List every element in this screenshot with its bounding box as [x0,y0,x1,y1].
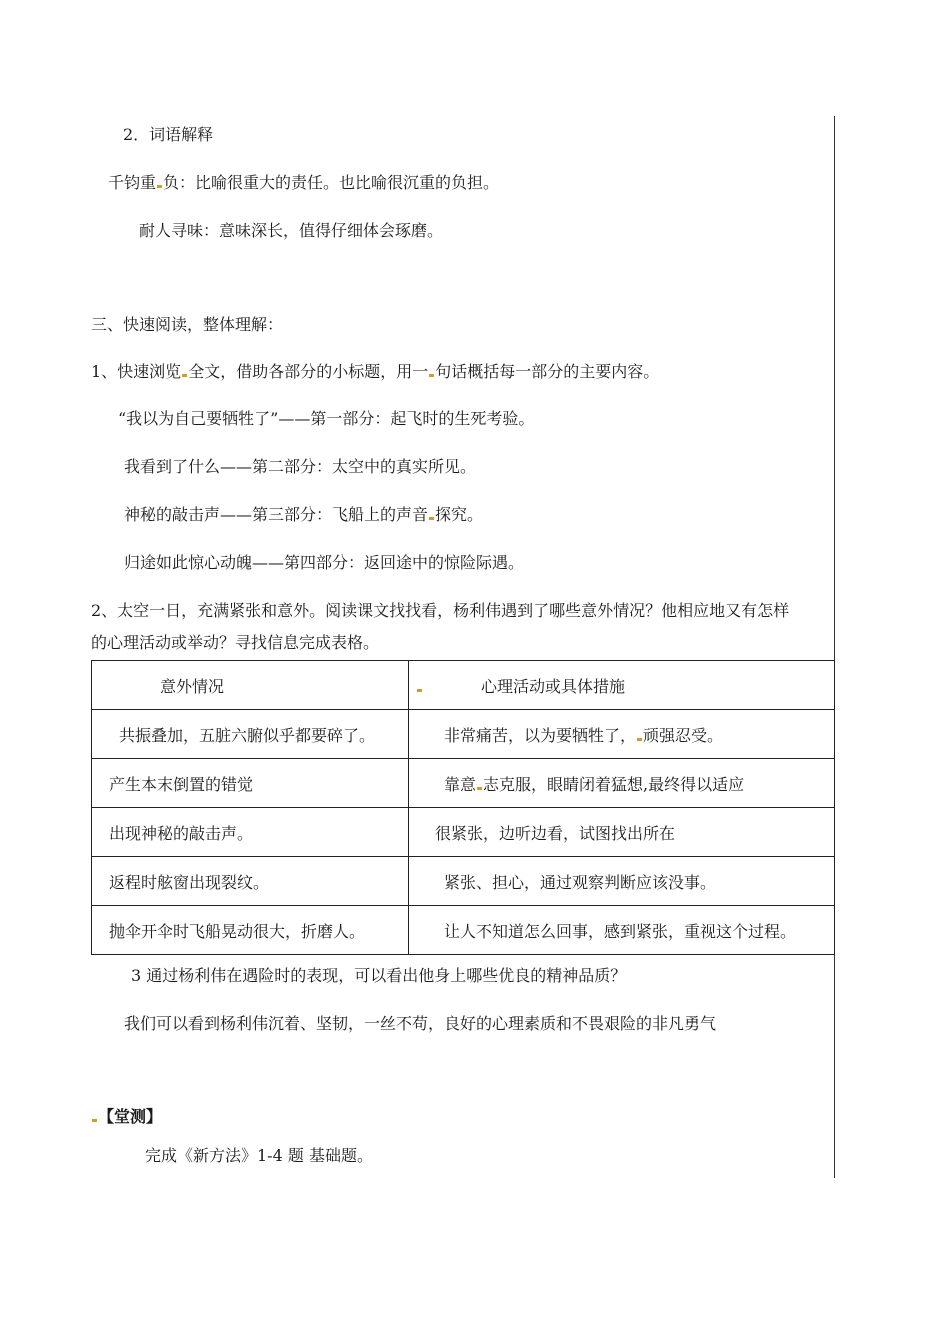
revision-mark [92,1119,97,1122]
table-header-right-text: 心理活动或具体措施 [481,676,626,696]
revision-mark [637,738,642,741]
vocab-term-1-part-b: 负：比喻很重大的责任。也比喻很沉重的负担。 [163,173,500,192]
table-cell-text: 出现神秘的敲击声。 [109,823,254,843]
part-summary-2: 我看到了什么——第二部分：太空中的真实所见。 [124,457,477,476]
revision-mark [182,374,187,377]
table-row [92,710,835,759]
part-summary-1: “我以为自己要牺牲了”——第一部分：起飞时的生死考验。 [118,409,535,428]
table-cell-situation [92,857,409,906]
revision-mark [429,517,434,520]
table-cell-response [409,759,835,808]
table-row [92,808,835,857]
table-cell-situation [92,808,409,857]
table-cell-response [409,906,835,955]
info-table [91,660,835,955]
table-cell-text: 返程时舷窗出现裂纹。 [109,872,270,892]
table-cell-text: 顽强忍受。 [643,725,724,745]
table-cell-text: 让人不知道怎么回事，感到紧张，重视这个过程。 [444,921,797,941]
table-cell-response [409,857,835,906]
test-heading [91,1107,162,1127]
question-2-line-2: 的心理活动或举动？寻找信息完成表格。 [91,633,380,652]
test-task: 完成《新方法》1-4 题 基础题。 [145,1146,373,1165]
table-cell-response [409,808,835,857]
question-2-line-1: 2、太空一日，充满紧张和意外。阅读课文找找看，杨利伟遇到了哪些意外情况？他相应地又有怎样 [91,601,790,620]
vocab-term-1 [108,173,499,193]
table-cell-response [409,710,835,759]
question-1 [91,362,659,382]
part-summary-3-b: 探究。 [435,505,484,524]
question-1-part-a: 1、快速浏览 [91,362,182,381]
part-summary-3 [124,505,483,525]
table-cell-situation [92,906,409,955]
table-row [92,906,835,955]
part-summary-4: 归途如此惊心动魄——第四部分：返回途中的惊险际遇。 [124,553,525,572]
table-row [92,759,835,808]
revision-mark [417,689,422,692]
section-heading-vocab: 2．词语解释 [123,125,214,144]
table-cell-text: 非常痛苦，以为要牺牲了， [444,725,637,745]
vocab-term-2: 耐人寻味：意味深长，值得仔细体会琢磨。 [139,221,444,240]
revision-mark [477,787,482,790]
table-row [92,857,835,906]
table-cell-situation [92,759,409,808]
table-cell-text: 紧张、担心，通过观察判断应该没事。 [444,872,717,892]
table-header-row [92,661,835,710]
table-header-left [92,661,409,710]
revision-mark [429,374,434,377]
question-1-part-c: 句话概括每一部分的主要内容。 [435,362,660,381]
question-3: 3 通过杨利伟在遇险时的表现，可以看出他身上哪些优良的精神品质？ [131,966,627,985]
table-cell-situation [92,710,409,759]
table-cell-text: 产生本末倒置的错觉 [109,774,254,794]
table-cell-text: 志克服，眼睛闭着猛想,最终得以适应 [483,774,745,794]
table-header-right [409,661,835,710]
table-cell-text: 抛伞开伞时飞船晃动很大，折磨人。 [109,921,366,941]
question-3-answer: 我们可以看到杨利伟沉着、坚韧，一丝不苟，良好的心理素质和不畏艰险的非凡勇气 [124,1014,717,1033]
table-header-left-text: 意外情况 [160,676,225,696]
section-heading-reading: 三、快速阅读，整体理解： [91,315,284,334]
table-cell-text: 共振叠加，五脏六腑似乎都要碎了。 [119,725,376,745]
page-border-line [834,116,835,1178]
question-1-part-b: 全文，借助各部分的小标题，用一 [188,362,429,381]
part-summary-3-a: 神秘的敲击声——第三部分：飞船上的声音 [124,505,429,524]
vocab-term-1-part-a: 千钧重 [108,173,157,192]
revision-mark [157,185,162,188]
test-heading-text: 【堂测】 [98,1107,163,1126]
table-cell-text: 很紧张，边听边看，试图找出所在 [435,823,676,843]
table-cell-text: 靠意 [444,774,477,794]
